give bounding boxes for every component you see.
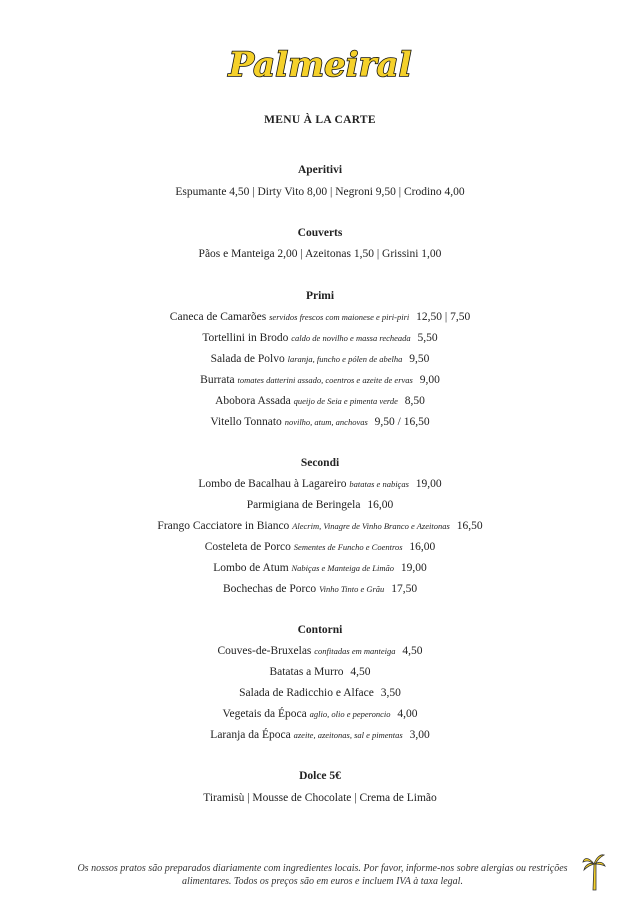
- palm-tree-icon: [582, 852, 606, 897]
- menu-item-price: 4,00: [397, 708, 418, 720]
- section-title-contorni: Contorni: [297, 624, 343, 636]
- menu-item-name: Salada de Radicchio e Alface: [239, 687, 374, 699]
- menu-item-description: Nabiças e Manteiga de Limão: [291, 563, 394, 573]
- menu-item-name: Bochechas de Porco: [222, 583, 317, 595]
- menu-item-name: Frango Cacciatore in Bianco: [157, 520, 290, 532]
- secondi-list: [0, 474, 640, 600]
- section-title-aperitivi: Aperitivi: [297, 164, 343, 176]
- menu-item-name: Laranja da Época: [210, 729, 291, 741]
- menu-item-name: Vegetais da Época: [222, 708, 307, 720]
- menu-item-price: 9,50: [409, 353, 430, 365]
- primi-list: [0, 307, 640, 433]
- contorni-list: [0, 641, 640, 746]
- menu-item-price: 19,00: [415, 478, 442, 490]
- menu-item: [0, 474, 640, 495]
- menu-item-name: Burrata: [200, 374, 235, 386]
- menu-item: [0, 641, 640, 662]
- menu-item: [0, 370, 640, 391]
- menu-item-name: Lombo de Atum: [213, 562, 289, 574]
- menu-item-price: 9,00: [419, 374, 440, 386]
- menu-item-price: 8,50: [404, 395, 425, 407]
- footer-note: Os nossos pratos são preparados diariamente com ingredientes locais. Por favor, informe-nos sobre alergias ou restrições alimentares. Todos os preços são em euros e incluem IVA à taxa legal.: [77, 863, 568, 887]
- menu-item-name: Batatas a Murro: [269, 666, 344, 678]
- menu-item-description: Alecrim, Vinagre de Vinho Branco e Azeitonas: [292, 521, 450, 531]
- menu-item-description: laranja, funcho e pólen de abelha: [287, 354, 403, 364]
- menu-item-name: Caneca de Camarões: [169, 311, 267, 323]
- menu-item-price: 4,50: [350, 666, 371, 678]
- couverts-line: Pãos e Manteiga 2,00 | Azeitonas 1,50 | Grissini 1,00: [198, 248, 442, 260]
- menu-item-price: 17,50: [391, 583, 418, 595]
- menu-item-description: Vinho Tinto e Grãu: [319, 584, 385, 594]
- menu-item: [0, 391, 640, 412]
- menu-item-price: 16,00: [409, 541, 436, 553]
- svg-text:Palmeiral: Palmeiral: [228, 45, 412, 85]
- menu-item-price: 9,50 / 16,50: [374, 416, 430, 428]
- aperitivi-line: Espumante 4,50 | Dirty Vito 8,00 | Negroni 9,50 | Crodino 4,00: [175, 186, 465, 198]
- menu-item-name: Lombo de Bacalhau à Lagareiro: [198, 478, 347, 490]
- menu-item-name: Tortellini in Brodo: [202, 332, 289, 344]
- section-title-secondi: Secondi: [300, 457, 340, 469]
- menu-item-name: Salada de Polvo: [210, 353, 285, 365]
- menu-item-name: Abobora Assada: [215, 395, 291, 407]
- menu-item-price: 5,50: [417, 332, 438, 344]
- menu-item: [0, 683, 640, 704]
- menu-item-name: Parmigiana de Beringela: [246, 499, 361, 511]
- menu-item-description: novilho, atum, anchovas: [284, 417, 368, 427]
- menu-item-description: aglio, olio e peperoncio: [309, 709, 391, 719]
- menu-item: [0, 558, 640, 579]
- menu-item-description: tomates datterini assado, coentros e azeite de ervas: [237, 375, 413, 385]
- menu-item: [0, 662, 640, 683]
- menu-item-name: Couves-de-Bruxelas: [217, 645, 312, 657]
- menu-item-description: servidos frescos com maionese e piri-piri: [269, 312, 410, 322]
- menu-item: [0, 349, 640, 370]
- menu-item-price: 4,50: [402, 645, 423, 657]
- menu-item: [0, 537, 640, 558]
- menu-item-price: 3,00: [409, 729, 430, 741]
- menu-item: [0, 704, 640, 725]
- menu-item-description: caldo de novilho e massa recheada: [291, 333, 411, 343]
- section-title-couverts: Couverts: [297, 227, 343, 239]
- menu-item: [0, 328, 640, 349]
- menu-item-description: queijo de Seia e pimenta verde: [293, 396, 398, 406]
- menu-item: [0, 307, 640, 328]
- menu-item-description: confitadas em manteiga: [314, 646, 396, 656]
- menu-item-price: 12,50 | 7,50: [416, 311, 471, 323]
- menu-item-price: 16,50: [456, 520, 483, 532]
- menu-item-description: batatas e nabiças: [349, 479, 409, 489]
- palmeiral-logo: [0, 34, 640, 90]
- menu-item-name: Costeleta de Porco: [204, 541, 291, 553]
- menu-item: [0, 725, 640, 746]
- menu-item-description: azeite, azeitonas, sal e pimentas: [293, 730, 403, 740]
- menu-item: [0, 495, 640, 516]
- dolce-line: Tiramisù | Mousse de Chocolate | Crema de Limão: [203, 792, 437, 804]
- menu-title: MENU À LA CARTE: [264, 114, 376, 126]
- menu-item: [0, 579, 640, 600]
- section-title-dolce: Dolce 5€: [299, 770, 341, 782]
- menu-item-price: 3,50: [380, 687, 401, 699]
- menu-item: [0, 412, 640, 433]
- menu-item-description: Sementes de Funcho e Coentros: [293, 542, 403, 552]
- menu-item-price: 19,00: [400, 562, 427, 574]
- menu-item-name: Vitello Tonnato: [210, 416, 282, 428]
- section-title-primi: Primi: [305, 290, 335, 302]
- menu-item-price: 16,00: [367, 499, 394, 511]
- menu-item: [0, 516, 640, 537]
